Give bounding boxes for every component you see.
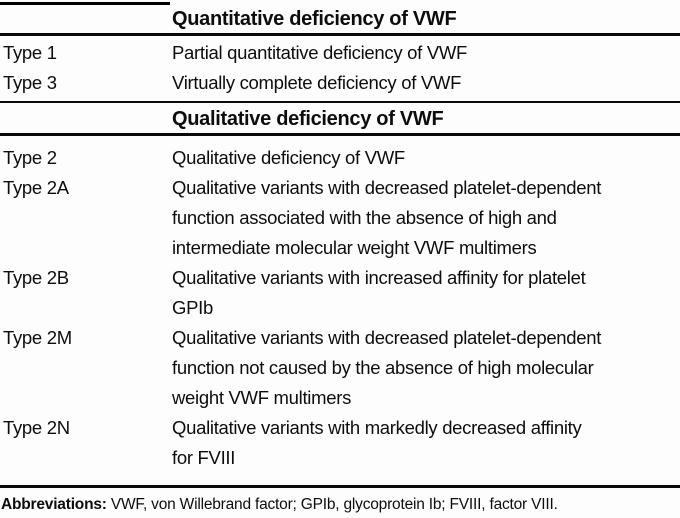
section-header-qualitative [0, 103, 680, 133]
type-description [172, 68, 680, 98]
description-line: Virtually complete deficiency of VWF [172, 71, 462, 93]
empty-header-cell [0, 6, 172, 33]
table-row-type-2b [0, 263, 680, 323]
empty-header-cell [0, 105, 172, 133]
description-line: for FVIII [172, 446, 236, 468]
type-description [172, 173, 680, 263]
description-line: Qualitative variants with markedly decreased affinity [172, 416, 582, 438]
table-row-type-2m [0, 323, 680, 413]
type-description [172, 263, 680, 323]
description-line: GPIb [172, 296, 213, 318]
description-line: Partial quantitative deficiency of VWF [172, 41, 468, 63]
type-description [172, 323, 680, 413]
description-line: Qualitative variants with increased affinity for platelet [172, 266, 586, 288]
abbreviations-footnote [0, 495, 680, 515]
type-description [172, 413, 680, 473]
section-header-label: Qualitative deficiency of VWF [172, 108, 444, 130]
abbreviations-label: Abbreviations: [1, 495, 107, 513]
type-label: Type 3 [3, 71, 57, 93]
table-row-type-1 [0, 38, 680, 68]
type-label: Type 2N [3, 416, 70, 438]
type-label: Type 2B [3, 266, 69, 288]
table-top-rule [0, 2, 170, 5]
description-line: function not caused by the absence of high molecular [172, 356, 594, 378]
type-description [172, 143, 680, 173]
type-label: Type 1 [3, 41, 57, 63]
abbreviations-text: VWF, von Willebrand factor; GPIb, glycoprotein Ib; FVIII, factor VIII. [106, 495, 558, 513]
table-row-type-3 [0, 68, 680, 98]
table-row-type-2 [0, 143, 680, 173]
qualitative-rows [0, 136, 680, 485]
table-row-type-2n [0, 413, 680, 473]
table-bottom-rule [0, 485, 680, 488]
type-description [172, 38, 680, 68]
type-label: Type 2A [3, 176, 69, 198]
description-line: function associated with the absence of high and [172, 206, 557, 228]
type-label: Type 2 [3, 146, 57, 168]
description-line: Qualitative variants with decreased platelet-dependent [172, 326, 602, 348]
section-header-label: Quantitative deficiency of VWF [172, 8, 457, 30]
description-line: weight VWF multimers [172, 386, 352, 408]
table-row-type-2a [0, 173, 680, 263]
description-line: Qualitative deficiency of VWF [172, 146, 405, 168]
description-line: intermediate molecular weight VWF multimers [172, 236, 537, 258]
type-label: Type 2M [3, 326, 72, 348]
quantitative-rows [0, 36, 680, 101]
description-line: Qualitative variants with decreased platelet-dependent [172, 176, 602, 198]
